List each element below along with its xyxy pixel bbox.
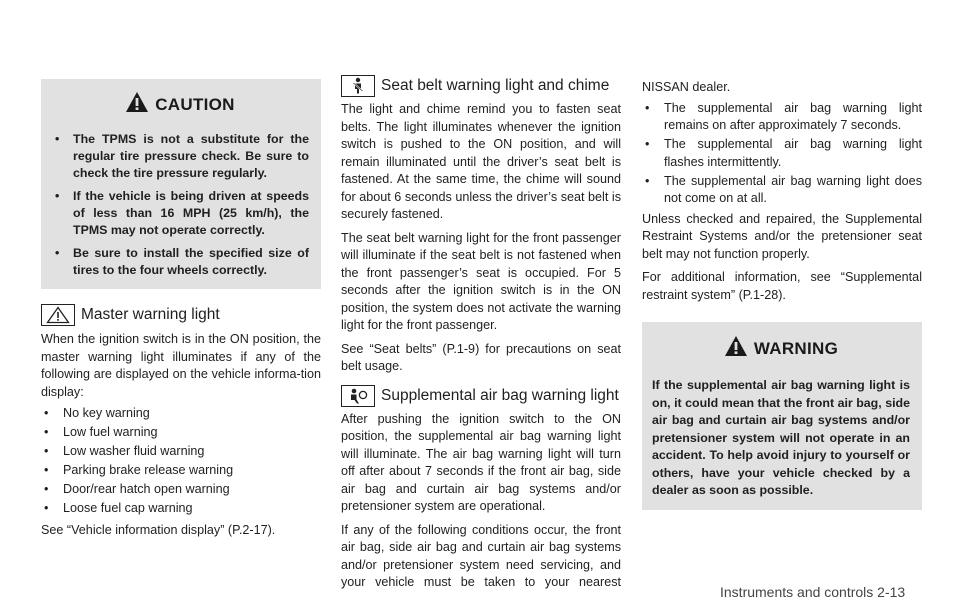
warning-box	[642, 322, 922, 510]
list-item: • Parking brake release warning	[41, 462, 321, 480]
master-warning-intro: When the ignition switch is in the ON position, the master warning light illuminates if any of the following are displayed on the vehicle informa-tion display:	[41, 332, 321, 399]
warning-header	[652, 335, 910, 362]
seatbelt-paragraph-3: See “Seat belts” (P.1-9) for precautions on seat belt usage.	[341, 341, 621, 373]
warning-title: WARNING	[753, 338, 839, 358]
airbag-paragraph-3: Unless checked and repaired, the Supplemental Restraint Systems and/or the pretensioner seat belt may not function properly.	[642, 211, 922, 261]
airbag-title: Supplemental air bag warning light	[381, 386, 619, 404]
list-item: • Low fuel warning	[41, 424, 321, 442]
airbag-paragraph-4: For additional information, see “Supplemental restraint system” (P.1-28).	[642, 270, 922, 302]
column-3	[642, 0, 922, 510]
caution-icon	[125, 91, 149, 118]
airbag-paragraph-2: If any of the following conditions occur, the front air bag, side air bag and curtain air bag systems and/or pretensioner system need servicing, and your vehicle must be taken to your nearest	[341, 522, 621, 589]
list-item: • Loose fuel cap warning	[41, 500, 321, 518]
column-2	[341, 0, 621, 592]
master-warning-title: Master warning light	[81, 306, 220, 323]
column-1	[41, 0, 321, 539]
list-item: • Low washer fluid warning	[41, 443, 321, 461]
airbag-paragraph-1: After pushing the ignition switch to the ON position, the supplemental air bag warning light will illuminate. The air bag warning light will turn off after about 7 seconds if the front air bag, side air bag and curtain air bag systems and/or pretensioner system are operational.	[341, 411, 621, 513]
seatbelt-paragraph-2: The seat belt warning light for the front passenger will illuminate if the seat belt is not fastened when the front passenger’s seat is occupied. For 5 seconds after the ignition switch is in the ON position, the system does not activate the warning light for the front passenger.	[341, 230, 621, 332]
caution-header	[51, 91, 309, 118]
airbag-paragraph-2-continued: NISSAN dealer.	[642, 80, 731, 94]
list-item: • Door/rear hatch open warning	[41, 481, 321, 499]
caution-item: • Be sure to install the specified size of tires to the four wheels correctly.	[51, 245, 309, 279]
master-warning-icon	[41, 304, 75, 326]
list-item: • The supplemental air bag warning light does not come on at all.	[642, 173, 922, 208]
caution-list	[51, 131, 309, 279]
airbag-header	[341, 385, 621, 407]
list-item: • The supplemental air bag warning light remains on after approximately 7 seconds.	[642, 100, 922, 135]
master-warning-list	[41, 405, 321, 518]
list-item: • No key warning	[41, 405, 321, 423]
airbag-conditions-list	[642, 100, 922, 208]
caution-box	[41, 79, 321, 289]
caution-item: • If the vehicle is being driven at speeds of less than 16 MPH (25 km/h), the TPMS may not operate correctly.	[51, 188, 309, 239]
seatbelt-paragraph-1: The light and chime remind you to fasten seat belts. The light illuminates whenever the ignition switch is pushed to the ON position, and will remain illuminated until the driver’s seat belt is fastened. At the same time, the chime will sound for about 6 seconds unless the driver’s seat belt is securely fastened.	[341, 102, 621, 221]
master-warning-header	[41, 304, 321, 326]
seatbelt-title: Seat belt warning light and chime	[381, 77, 610, 94]
page-footer: Instruments and controls 2-13	[720, 584, 906, 600]
seatbelt-header	[341, 75, 621, 97]
airbag-icon	[341, 385, 375, 407]
seatbelt-icon	[341, 75, 375, 97]
list-item: • The supplemental air bag warning light flashes intermittently.	[642, 136, 922, 171]
warning-text: If the supplemental air bag warning light is on, it could mean that the front air bag, side air bag and curtain air bag systems and/or pretensioner system will not operate in an accident. To help avoid injury to yourself or others, have your vehicle checked by a dealer as soon as possible.	[652, 378, 910, 497]
warning-icon	[724, 335, 748, 362]
master-warning-see: See “Vehicle information display” (P.2-17).	[41, 522, 276, 537]
caution-item: • The TPMS is not a substitute for the regular tire pressure check. Be sure to check the tire pressure regularly.	[51, 131, 309, 182]
caution-title: CAUTION	[155, 94, 235, 114]
